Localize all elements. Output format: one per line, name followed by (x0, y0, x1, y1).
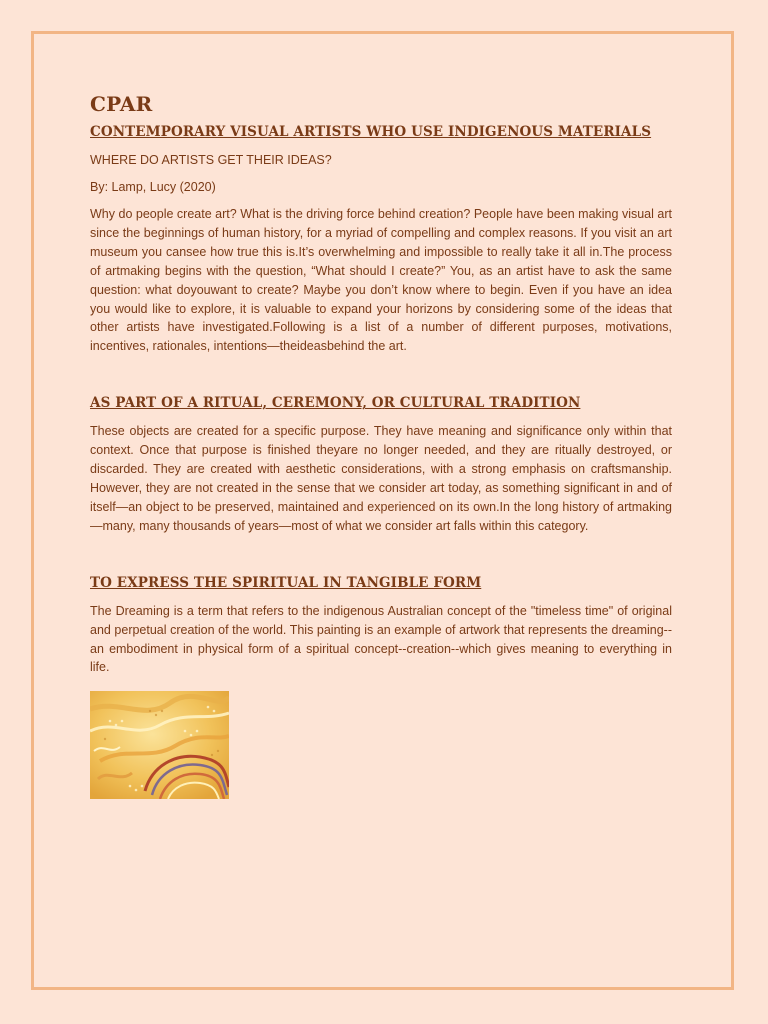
document-content (90, 92, 672, 799)
intro-paragraph: Why do people create art? What is the driving force behind creation? People have been making visual art since the beginnings of human history, for a myriad of compelling and complex reasons. If you visit an art museum you cansee how true this is.It’s overwhelming and impossible to really take it all in.The process of artmaking begins with the question, “What should I create?” You, as an artist have to ask the same question: what doyouwant to create? Maybe you don’t know where to begin. Even if you have an idea you would like to explore, it is valuable to expand your horizons by considering some of the ideas that other artists have investigated.Following is a list of a number of different purposes, motivations, incentives, rationales, intentions—theideasbehind the art. (90, 207, 672, 354)
section-paragraph-ritual: These objects are created for a specific purpose. They have meaning and significance only within that context. Once that purpose is finished theyare no longer needed, and they are ritually destroyed, or discarded. They are created with aesthetic considerations, with a strong emphasis on craftsmanship. However, they are not created in the sense that we consider art today, as something significant in and of itself—an object to be preserved, maintained and experienced on its own.In the long history of artmaking—many, many thousands of years—most of what we consider art falls within this category. (90, 424, 672, 533)
document-title: CPAR (90, 92, 153, 116)
section-heading-spiritual: TO EXPRESS THE SPIRITUAL IN TANGIBLE FORM (90, 574, 482, 591)
dreaming-painting-image (90, 691, 229, 799)
byline: By: Lamp, Lucy (2020) (90, 180, 216, 194)
section-heading-ritual: AS PART OF A RITUAL, CEREMONY, OR CULTURAL TRADITION (90, 395, 581, 412)
subtitle: WHERE DO ARTISTS GET THEIR IDEAS? (90, 153, 332, 167)
section-paragraph-spiritual: The Dreaming is a term that refers to the indigenous Australian concept of the "timeless time" of original and perpetual creation of the world. This painting is an example of artwork that represents the dreaming--an embodiment in physical form of a spiritual concept--creation--which gives meaning to everything in life. (90, 603, 672, 675)
main-heading: CONTEMPORARY VISUAL ARTISTS WHO USE INDIGENOUS MATERIALS (90, 124, 652, 140)
